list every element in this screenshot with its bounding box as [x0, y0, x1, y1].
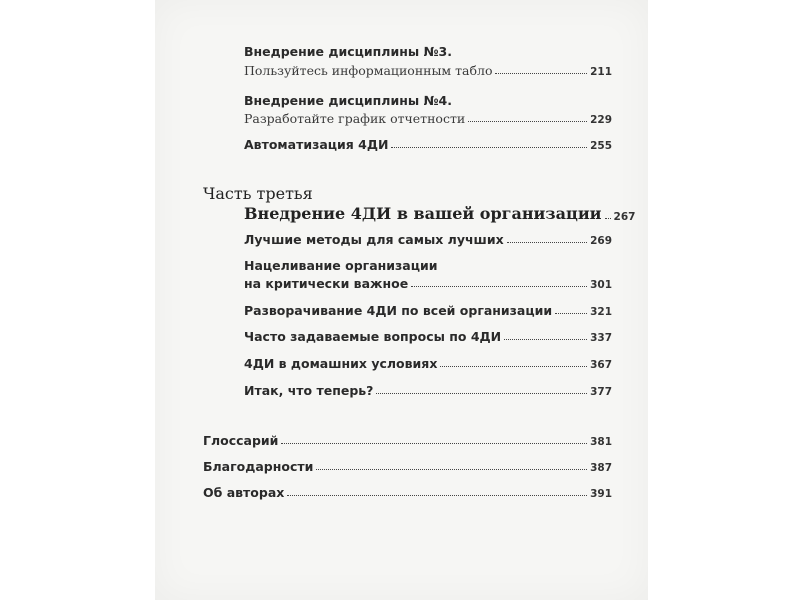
leader-dots: [468, 121, 587, 122]
toc-entry-discipline3: [244, 63, 612, 78]
toc-targeting-line2: на критически важное: [244, 276, 409, 291]
leader-dots: [411, 286, 587, 287]
toc-entry-faq: [244, 329, 612, 344]
toc-page-number: 321: [590, 306, 612, 318]
leader-dots: [391, 147, 587, 148]
toc-entry-thanks: [203, 459, 612, 474]
toc-page-number: 229: [590, 114, 612, 126]
toc-entry-automation: [244, 137, 612, 152]
toc-part3-title: Внедрение 4ДИ в вашей организации: [244, 204, 602, 223]
toc-discipline4-title: Внедрение дисциплины №4.: [244, 93, 453, 108]
toc-entry-whats-next: [244, 383, 612, 398]
toc-rollout-title: Разворачивание 4ДИ по всей организации: [244, 303, 553, 318]
toc-part3-label: Часть третья: [203, 184, 313, 203]
toc-glossary-title: Глоссарий: [203, 433, 279, 448]
toc-page-number: 211: [590, 66, 612, 78]
leader-dots: [555, 313, 587, 314]
toc-automation-title: Автоматизация 4ДИ: [244, 137, 389, 152]
leader-dots: [376, 393, 587, 394]
toc-discipline3-title: Внедрение дисциплины №3.: [244, 44, 453, 59]
toc-page-number: 367: [590, 359, 612, 371]
leader-dots: [504, 339, 587, 340]
leader-dots: [316, 469, 587, 470]
toc-entry-home: [244, 356, 612, 371]
leader-dots: [287, 495, 587, 496]
toc-authors-title: Об авторах: [203, 485, 285, 500]
toc-whats-next-title: Итак, что теперь?: [244, 383, 374, 398]
toc-page-number: 381: [590, 436, 612, 448]
toc-page-number: 391: [590, 488, 612, 500]
toc-entry-authors: [203, 485, 612, 500]
toc-page-number: 269: [590, 235, 612, 247]
toc-discipline4-subtitle: Разработайте график отчетности: [244, 111, 466, 126]
leader-dots: [495, 73, 587, 74]
leader-dots: [605, 218, 611, 219]
toc-page-number: 337: [590, 332, 612, 344]
toc-entry-discipline4: [244, 111, 612, 126]
toc-entry-rollout: [244, 303, 612, 318]
leader-dots: [440, 366, 587, 367]
toc-thanks-title: Благодарности: [203, 459, 314, 474]
toc-page-number: 377: [590, 386, 612, 398]
toc-faq-title: Часто задаваемые вопросы по 4ДИ: [244, 329, 502, 344]
toc-entry-glossary: [203, 433, 612, 448]
toc-targeting-line1: Нацеливание организации: [244, 258, 438, 273]
toc-home-title: 4ДИ в домашних условиях: [244, 356, 438, 371]
toc-discipline3-subtitle: Пользуйтесь информационным табло: [244, 63, 493, 78]
toc-entry-targeting: [244, 276, 612, 291]
toc-entry-best-methods: [244, 232, 612, 247]
toc-page-number: 267: [613, 211, 636, 223]
leader-dots: [507, 242, 587, 243]
toc-page-number: 255: [590, 140, 612, 152]
toc-page-number: 387: [590, 462, 612, 474]
toc-best-methods-title: Лучшие методы для самых лучших: [244, 232, 504, 247]
toc-entry-part3: [244, 204, 636, 223]
toc-page-number: 301: [590, 279, 612, 291]
leader-dots: [281, 443, 587, 444]
